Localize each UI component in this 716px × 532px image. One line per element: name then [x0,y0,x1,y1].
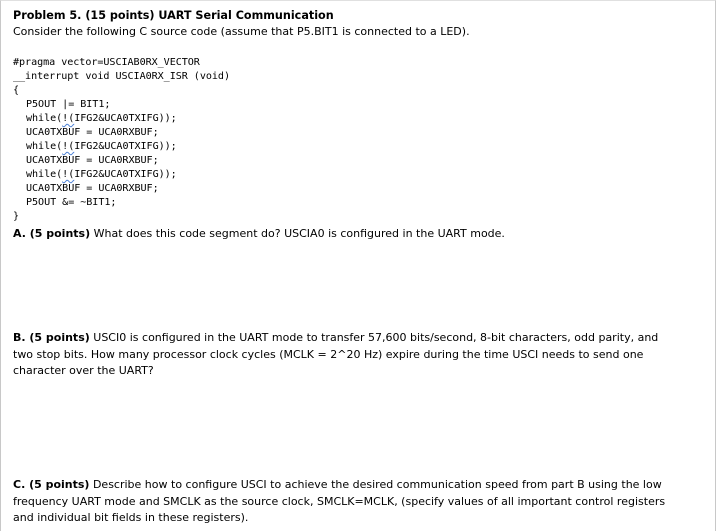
code-text: P5OUT |= BIT1; [26,99,111,110]
code-statement [26,126,159,140]
code-statement [26,196,116,210]
problem-heading: Problem 5. (15 points) UART Serial Communication [13,9,334,22]
question-b-label: B. (5 points) [13,331,90,344]
question-b-text: USCI0 is configured in the UART mode to transfer 57,600 bits/second, 8-bit characters, odd parity, and two stop bits. How many processor clock cycles (MCLK = 2^20 Hz) expire during the time USCI needs to send one character over the UART? [13,331,659,377]
question-b [13,330,681,380]
code-text: IFG2&UCA0TXIFG)); [74,169,177,180]
code-text: P5OUT &= ~BIT1; [26,197,117,208]
question-c-label: C. (5 points) [13,478,90,491]
code-squiggle-text: !( [62,113,75,124]
code-text: while( [26,113,63,124]
code-squiggle-text: !( [62,141,75,152]
code-text: UCA0TXBUF = UCA0RXBUF; [26,127,159,138]
code-text: IFG2&UCA0TXIFG)); [74,141,177,152]
question-c [13,477,681,527]
code-text: UCA0TXBUF = UCA0RXBUF; [26,155,159,166]
code-squiggle-text: !( [62,169,75,180]
code-statement [26,112,177,126]
code-statement [26,182,159,196]
code-pragma-line: #pragma vector=USCIAB0RX_VECTOR [13,57,200,68]
code-text: UCA0TXBUF = UCA0RXBUF; [26,183,159,194]
code-text: while( [26,169,63,180]
code-statement [26,168,177,182]
problem-intro: Consider the following C source code (assume that P5.BIT1 is connected to a LED). [13,25,470,38]
code-statement [26,98,110,112]
question-a-text: What does this code segment do? USCIA0 is configured in the UART mode. [90,227,505,240]
question-c-text: Describe how to configure USCI to achieve the desired communication speed from part B using the low frequency UART mode and SMCLK as the source clock, SMCLK=MCLK, (specify values of all important control registers and individual bit fields in these registers). [13,478,666,524]
code-statement [26,140,177,154]
code-text: while( [26,141,63,152]
code-signature-line: __interrupt void USCIA0RX_ISR (void) [13,71,230,82]
code-close-brace: } [13,211,20,222]
question-a [13,227,505,241]
code-statement [26,154,159,168]
question-a-label: A. (5 points) [13,227,91,240]
code-text: IFG2&UCA0TXIFG)); [74,113,177,124]
code-open-brace: { [13,85,20,96]
